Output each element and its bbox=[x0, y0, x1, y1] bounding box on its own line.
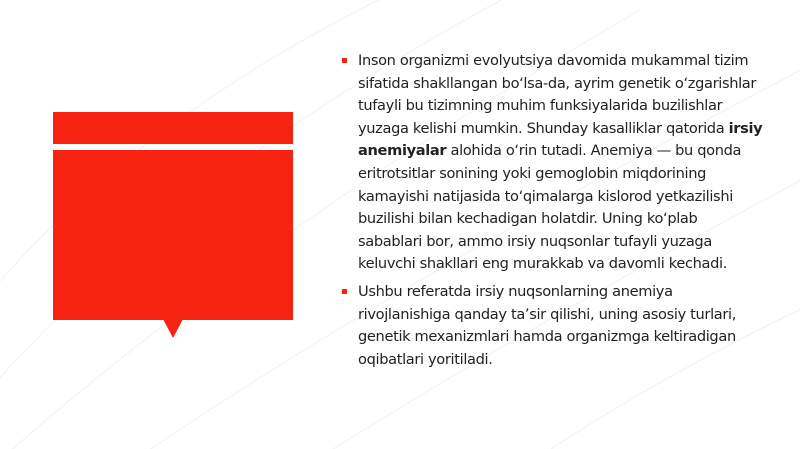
paragraph-purpose bbox=[340, 281, 765, 371]
paragraph-intro bbox=[340, 50, 765, 276]
callout-pointer bbox=[163, 319, 183, 338]
red-callout-box bbox=[53, 150, 293, 320]
text-content bbox=[340, 50, 765, 371]
red-header-bar bbox=[53, 112, 293, 144]
paragraph-intro-text-after: alohida o‘rin tutadi. Anemiya — bu qonda eritrotsitlar sonining yoki gemoglobin miqdorining kamayishi natijasida to‘qimalarga kislorod yetkazilishi buzilishi bilan kechadigan holatdir. Uning ko‘plab sabablari bor, ammo irsiy nuqsonlar tufayli yuzaga keluvchi shakllari eng murakkab va davomli kechadi. bbox=[358, 142, 742, 273]
paragraph-purpose-text: Ushbu referatda irsiy nuqsonlarning anemiya rivojlanishiga qanday ta’sir qilishi, uning asosiy turlari, genetik mexanizmlari hamda organizmga keltiradigan oqibatlari yoritiladi. bbox=[358, 282, 737, 368]
bullet-marker-icon bbox=[342, 58, 347, 63]
paragraph-intro-text-before: Inson organizmi evolyutsiya davomida mukammal tizim sifatida shakllangan bo‘lsa-da, ayrim genetik o‘zgarishlar tufayli bu tizimning muhim funksiyalarida buzilishlar yuzaga kelishi mumkin. Shunday kasalliklar qatorida bbox=[358, 52, 757, 137]
paragraph-intro-bold-term: irsiy anemiyalar bbox=[358, 119, 763, 160]
bullet-marker-icon bbox=[342, 289, 347, 294]
